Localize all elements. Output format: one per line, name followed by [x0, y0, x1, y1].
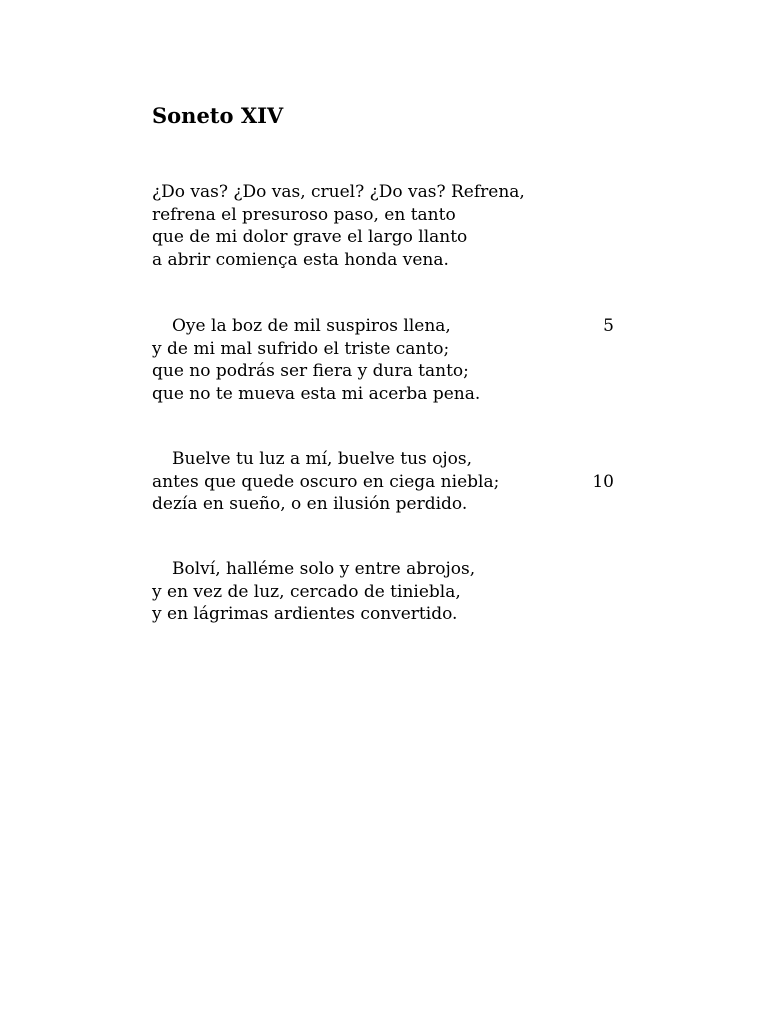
verse-text: y en lágrimas ardientes convertido.	[152, 604, 458, 624]
verse-line-11	[152, 493, 622, 516]
verse-line-10	[152, 471, 622, 494]
verse-line-5	[152, 315, 622, 338]
verse-text: Bolví, halléme solo y entre abrojos,	[172, 559, 476, 579]
verse-text: dezía en sueño, o en ilusión perdido.	[152, 494, 468, 514]
verse-text: refrena el presuroso paso, en tanto	[152, 204, 456, 225]
stanza-1	[152, 181, 622, 271]
verse-text: ¿Do vas? ¿Do vas, cruel? ¿Do vas? Refrena,	[152, 182, 525, 202]
line-number: 10	[592, 471, 614, 492]
verse-line-3	[152, 226, 622, 249]
verse-text: Oye la boz de mil suspiros llena,	[172, 316, 451, 336]
stanza-3	[152, 448, 622, 516]
verse-line-6	[152, 338, 622, 361]
verse-line-2	[152, 204, 622, 227]
verse-text: Buelve tu luz a mí, buelve tus ojos,	[172, 449, 473, 469]
verse-line-14	[152, 603, 622, 626]
line-number: 5	[603, 316, 614, 336]
poem-title: Soneto XIV	[152, 103, 284, 128]
verse-text: que no te mueva esta mi acerba pena.	[152, 383, 481, 404]
verse-text: y en vez de luz, cercado de tiniebla,	[152, 581, 461, 602]
verse-line-9	[152, 448, 622, 471]
verse-text: a abrir comiença esta honda vena.	[152, 249, 449, 270]
verse-text: que de mi dolor grave el largo llanto	[152, 227, 468, 247]
stanza-2	[152, 315, 622, 405]
verse-line-7	[152, 360, 622, 383]
verse-line-1	[152, 181, 622, 204]
verse-line-4	[152, 249, 622, 272]
verse-text: y de mi mal sufrido el triste canto;	[152, 338, 450, 359]
stanza-4	[152, 558, 622, 626]
verse-line-8	[152, 383, 622, 406]
verse-line-12	[152, 558, 622, 581]
verse-text: antes que quede oscuro en ciega niebla;	[152, 471, 500, 492]
verse-line-13	[152, 581, 622, 604]
verse-text: que no podrás ser fiera y dura tanto;	[152, 361, 469, 381]
